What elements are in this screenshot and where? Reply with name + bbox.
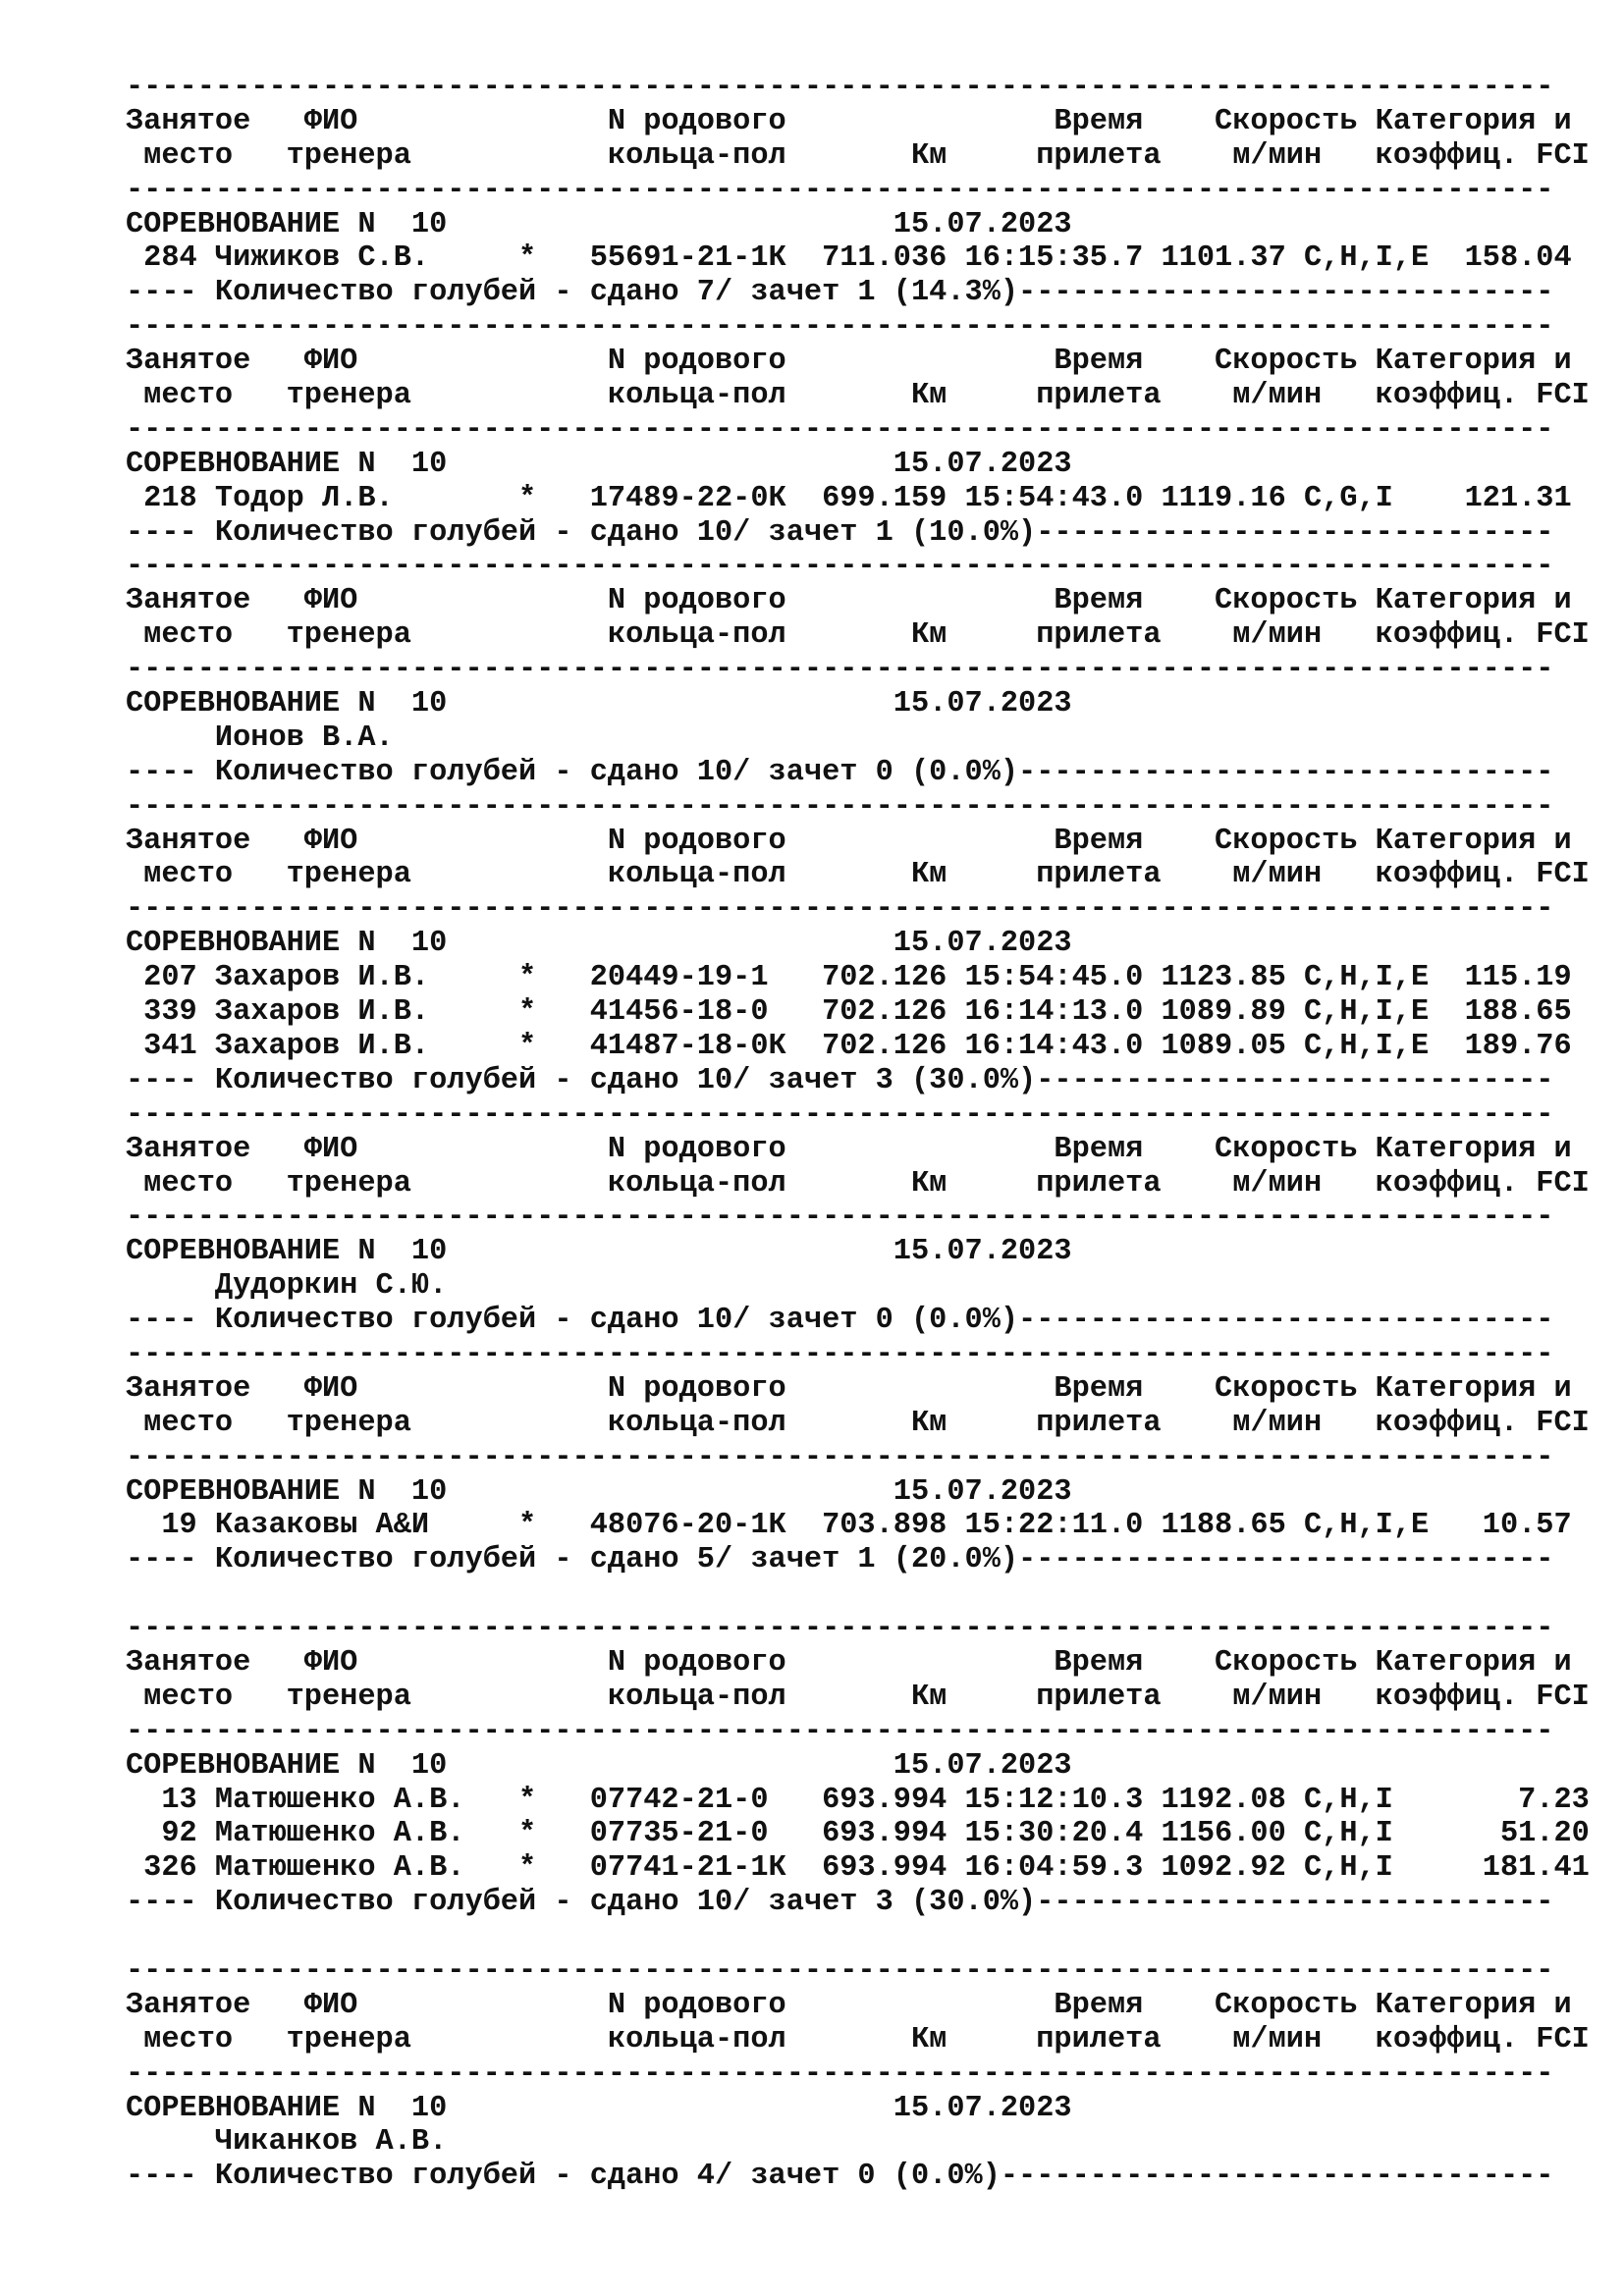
result-row: 13 Матюшенко А.В. * 07742-21-0 693.994 15:12:10.3 1192.08 C,H,I 7.23 xyxy=(126,1783,1590,1817)
competition-title: СОРЕВНОВАНИЕ N 10 15.07.2023 xyxy=(126,927,1072,961)
divider-line: -------------------------------------------------------------------------------- xyxy=(126,789,1554,824)
result-row: Дудоркин С.Ю. xyxy=(126,1269,448,1304)
header-line-1: Занятое ФИО N родового Время Скорость Категория и xyxy=(126,1645,1572,1680)
header-line-1: Занятое ФИО N родового Время Скорость Категория и xyxy=(126,345,1572,379)
competition-title: СОРЕВНОВАНИЕ N 10 15.07.2023 xyxy=(126,687,1072,721)
divider-line: -------------------------------------------------------------------------------- xyxy=(126,310,1554,345)
divider-line: -------------------------------------------------------------------------------- xyxy=(126,1097,1554,1132)
header-line-1: Занятое ФИО N родового Время Скорость Категория и xyxy=(126,1371,1572,1406)
divider-line: -------------------------------------------------------------------------------- xyxy=(126,1337,1554,1371)
header-line-2: место тренера кольца-пол Км прилета м/мин коэффиц. FCI xyxy=(126,618,1590,653)
competition-title: СОРЕВНОВАНИЕ N 10 15.07.2023 xyxy=(126,2091,1072,2125)
divider-line: -------------------------------------------------------------------------------- xyxy=(126,892,1554,927)
summary-line: ---- Количество голубей - сдано 10/ зачет 0 (0.0%)------------------------------ xyxy=(126,755,1554,789)
divider-line: -------------------------------------------------------------------------------- xyxy=(126,1953,1554,1988)
header-line-2: место тренера кольца-пол Км прилета м/мин коэффиц. FCI xyxy=(126,1406,1590,1440)
header-line-1: Занятое ФИО N родового Время Скорость Категория и xyxy=(126,584,1572,618)
header-line-2: место тренера кольца-пол Км прилета м/мин коэффиц. FCI xyxy=(126,1166,1590,1201)
competition-title: СОРЕВНОВАНИЕ N 10 15.07.2023 xyxy=(126,1748,1072,1783)
result-row: 341 Захаров И.В. * 41487-18-0К 702.126 16:14:43.0 1089.05 C,H,I,E 189.76 xyxy=(126,1029,1572,1063)
divider-line: -------------------------------------------------------------------------------- xyxy=(126,550,1554,584)
competition-title: СОРЕВНОВАНИЕ N 10 15.07.2023 xyxy=(126,1235,1072,1269)
header-line-2: место тренера кольца-пол Км прилета м/мин коэффиц. FCI xyxy=(126,379,1590,413)
result-row: 326 Матюшенко А.В. * 07741-21-1К 693.994 16:04:59.3 1092.92 C,H,I 181.41 xyxy=(126,1851,1590,1886)
header-line-2: место тренера кольца-пол Км прилета м/мин коэффиц. FCI xyxy=(126,858,1590,892)
result-row: Ионов В.А. xyxy=(126,721,394,755)
result-row: 92 Матюшенко А.В. * 07735-21-0 693.994 15:30:20.4 1156.00 C,H,I 51.20 xyxy=(126,1817,1590,1851)
results-document xyxy=(126,71,1598,2194)
divider-line: -------------------------------------------------------------------------------- xyxy=(126,1201,1554,1235)
result-row: 339 Захаров И.В. * 41456-18-0 702.126 16:14:13.0 1089.89 C,H,I,E 188.65 xyxy=(126,995,1572,1030)
summary-line: ---- Количество голубей - сдано 5/ зачет 1 (20.0%)------------------------------ xyxy=(126,1543,1554,1577)
divider-line: -------------------------------------------------------------------------------- xyxy=(126,412,1554,447)
result-row: 207 Захаров И.В. * 20449-19-1 702.126 15:54:45.0 1123.85 C,H,I,E 115.19 xyxy=(126,961,1572,995)
summary-line: ---- Количество голубей - сдано 10/ зачет 0 (0.0%)------------------------------ xyxy=(126,1304,1554,1338)
header-line-2: место тренера кольца-пол Км прилета м/мин коэффиц. FCI xyxy=(126,2022,1590,2056)
result-row: 19 Казаковы А&И * 48076-20-1К 703.898 15:22:11.0 1188.65 C,H,I,E 10.57 xyxy=(126,1509,1572,1543)
result-row: Чиканков А.В. xyxy=(126,2125,448,2160)
summary-line: ---- Количество голубей - сдано 7/ зачет 1 (14.3%)------------------------------ xyxy=(126,276,1554,310)
divider-line: -------------------------------------------------------------------------------- xyxy=(126,1612,1554,1646)
competition-title: СОРЕВНОВАНИЕ N 10 15.07.2023 xyxy=(126,447,1072,481)
blank-line xyxy=(126,1920,1598,1954)
header-line-1: Занятое ФИО N родового Время Скорость Категория и xyxy=(126,824,1572,858)
result-row: 284 Чижиков С.В. * 55691-21-1К 711.036 16:15:35.7 1101.37 C,H,I,E 158.04 xyxy=(126,241,1572,276)
summary-line: ---- Количество голубей - сдано 4/ зачет 0 (0.0%)------------------------------- xyxy=(126,2160,1554,2194)
summary-line: ---- Количество голубей - сдано 10/ зачет 1 (10.0%)----------------------------- xyxy=(126,515,1554,550)
competition-title: СОРЕВНОВАНИЕ N 10 15.07.2023 xyxy=(126,207,1072,241)
divider-line: -------------------------------------------------------------------------------- xyxy=(126,71,1554,104)
header-line-2: место тренера кольца-пол Км прилета м/мин коэффиц. FCI xyxy=(126,1680,1590,1714)
divider-line: -------------------------------------------------------------------------------- xyxy=(126,173,1554,207)
header-line-1: Занятое ФИО N родового Время Скорость Категория и xyxy=(126,1132,1572,1166)
divider-line: -------------------------------------------------------------------------------- xyxy=(126,653,1554,687)
result-row: 218 Тодор Л.В. * 17489-22-0К 699.159 15:54:43.0 1119.16 C,G,I 121.31 xyxy=(126,481,1572,515)
header-line-1: Занятое ФИО N родового Время Скорость Категория и xyxy=(126,1988,1572,2022)
summary-line: ---- Количество голубей - сдано 10/ зачет 3 (30.0%)----------------------------- xyxy=(126,1886,1554,1920)
competition-title: СОРЕВНОВАНИЕ N 10 15.07.2023 xyxy=(126,1474,1072,1509)
header-line-1: Занятое ФИО N родового Время Скорость Категория и xyxy=(126,104,1572,138)
summary-line: ---- Количество голубей - сдано 10/ зачет 3 (30.0%)----------------------------- xyxy=(126,1063,1554,1097)
blank-line xyxy=(126,1577,1598,1612)
header-line-2: место тренера кольца-пол Км прилета м/мин коэффиц. FCI xyxy=(126,138,1590,173)
divider-line: -------------------------------------------------------------------------------- xyxy=(126,1714,1554,1748)
divider-line: -------------------------------------------------------------------------------- xyxy=(126,2056,1554,2091)
divider-line: -------------------------------------------------------------------------------- xyxy=(126,1440,1554,1474)
